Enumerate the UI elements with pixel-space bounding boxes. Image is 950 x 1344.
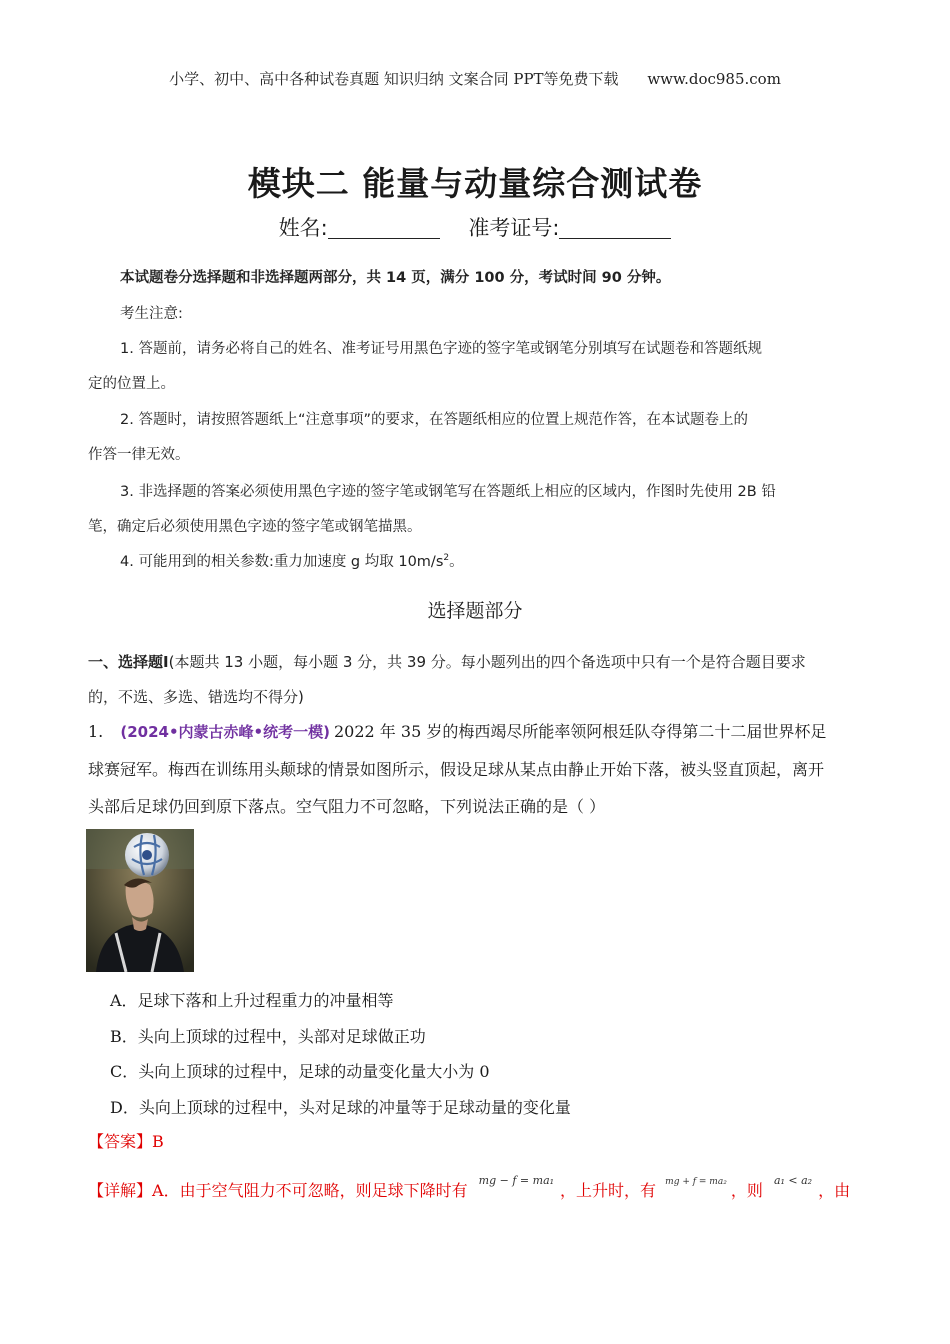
q1-detail-d: ，由 <box>818 1181 851 1200</box>
note-4 <box>120 550 464 571</box>
notes-intro: 本试题卷分选择题和非选择题两部分，共 14 页，满分 100 分，考试时间 90 分钟。 <box>120 270 671 286</box>
part1-desc-a: (本题共 13 小题，每小题 3 分，共 39 分。每小题列出的四个备选项中只有一个是符合题目要求 <box>168 653 806 671</box>
q1-answer: 【答案】B <box>88 1132 164 1151</box>
header-text: 小学、初中、高中各种试卷真题 知识归纳 文案合同 PPT等免费下载 <box>169 70 619 88</box>
q1-option-a: A．足球下落和上升过程重力的冲量相等 <box>110 991 394 1010</box>
id-label: 准考证号: <box>468 216 560 240</box>
section-title: 选择题部分 <box>427 600 523 622</box>
q1-text-3: 头部后足球仍回到原下落点。空气阻力不可忽略，下列说法正确的是（ ） <box>88 797 606 816</box>
q1-line1 <box>88 719 826 742</box>
q1-option-d: D．头向上顶球的过程中，头对足球的冲量等于足球动量的变化量 <box>110 1098 571 1117</box>
note-4-text: 4. 可能用到的相关参数:重力加速度 g 均取 10m/s <box>120 554 444 570</box>
note-2a: 2. 答题时，请按照答题纸上“注意事项”的要求，在答题纸相应的位置上规范作答，在本试题卷上的 <box>120 412 748 428</box>
formula-2: mg + f = ma₂ <box>665 1177 727 1187</box>
part1-heading: 一、选择题Ⅰ <box>88 653 169 671</box>
q1-text-2: 球赛冠军。梅西在训练用头颠球的情景如图所示，假设足球从某点由静止开始下落，被头竖直顶起，离开 <box>88 760 825 779</box>
page-title: 模块二 能量与动量综合测试卷 <box>247 164 703 203</box>
q1-option-b: B．头向上顶球的过程中，头部对足球做正功 <box>110 1027 426 1046</box>
note-3a: 3. 非选择题的答案必须使用黑色字迹的签字笔或钢笔写在答题纸上相应的区域内，作图时先使用 2B 铅 <box>120 484 776 500</box>
name-label: 姓名: <box>278 216 328 240</box>
note-4-end: 。 <box>449 554 464 570</box>
note-1b: 定的位置上。 <box>88 376 175 392</box>
part1-desc-b: 的，不选、多选、错选均不得分) <box>88 688 304 706</box>
header-site[interactable]: www.doc985.com <box>647 70 781 88</box>
note-3b: 笔，确定后必须使用黑色字迹的签字笔或钢笔描黑。 <box>88 519 422 535</box>
q1-detail-c: ，则 <box>730 1181 763 1200</box>
q1-detail-a: A．由于空气阻力不可忽略，则足球下降时有 <box>152 1181 468 1200</box>
name-blank <box>328 218 440 239</box>
formula-1: mg − f = ma₁ <box>478 1174 555 1187</box>
note-1a: 1. 答题前，请务必将自己的姓名、准考证号用黑色字迹的签字笔或钢笔分别填写在试题卷和答题纸规 <box>120 341 762 357</box>
soccer-heading-photo <box>86 829 194 972</box>
candidate-info-row <box>0 212 950 242</box>
formula-3: a₁ < a₂ <box>773 1174 813 1187</box>
q1-text-1: 2022 年 35 岁的梅西竭尽所能率领阿根廷队夺得第二十二届世界杯足 <box>334 722 827 741</box>
note-4-sup: 2 <box>443 553 450 564</box>
part1-line1 <box>88 651 806 672</box>
page-header <box>0 68 950 89</box>
q1-number: 1. <box>88 722 104 741</box>
q1-detail <box>88 1174 851 1201</box>
note-2b: 作答一律无效。 <box>88 447 190 463</box>
id-blank <box>559 218 671 239</box>
notes-attention: 考生注意: <box>120 306 183 322</box>
q1-detail-b: ，上升时，有 <box>560 1181 657 1200</box>
q1-source: (2024•内蒙古赤峰•统考一模) <box>120 723 330 741</box>
q1-option-c: C．头向上顶球的过程中，足球的动量变化量大小为 0 <box>110 1062 490 1081</box>
q1-detail-label: 【详解】 <box>88 1181 153 1200</box>
